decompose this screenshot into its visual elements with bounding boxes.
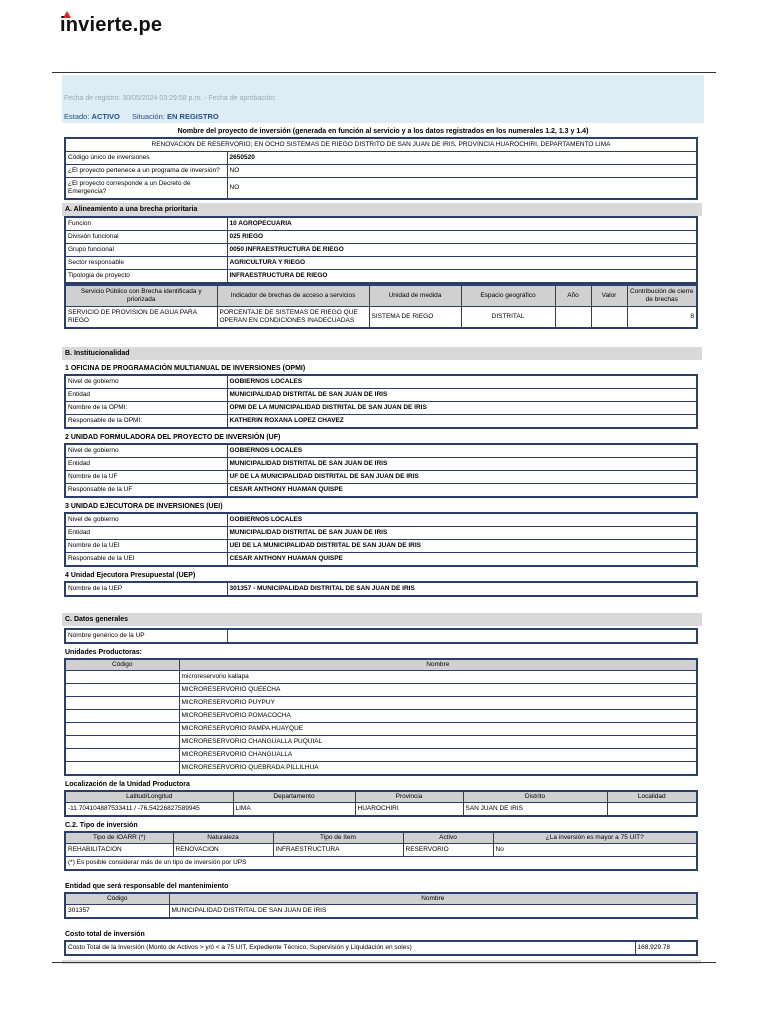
mantenimiento-title: Entidad que será responsable del mantenimiento bbox=[65, 883, 229, 890]
situation bbox=[132, 112, 219, 121]
column-header: Nombre bbox=[179, 659, 697, 671]
table-row bbox=[65, 375, 697, 389]
table-cell: MICRORESERVORIO PAMPA HUAYQUE bbox=[179, 723, 697, 736]
section-c-title: C. Datos generales bbox=[62, 613, 702, 626]
registration-date: Fecha de registro: 30/05/2024 03:29:58 p.m. - Fecha de aprobación: bbox=[64, 95, 277, 102]
row-label: Entidad bbox=[65, 527, 227, 540]
row-value: UEI DE LA MUNICIPALIDAD DISTRITAL DE SAN JUAN DE IRIS bbox=[227, 540, 697, 553]
table-cell bbox=[65, 710, 179, 723]
table-row bbox=[65, 415, 697, 429]
invierte-pe-logo bbox=[60, 14, 162, 37]
table-header-row bbox=[65, 832, 697, 844]
table-header-row bbox=[65, 791, 697, 803]
row-label: Nivel de gobierno bbox=[65, 375, 227, 389]
table-header-row bbox=[65, 285, 697, 307]
table-row bbox=[65, 178, 697, 200]
row-value: GOBIERNOS LOCALES bbox=[227, 513, 697, 527]
localizacion-table bbox=[64, 790, 698, 817]
table-cell: SISTEMA DE RIEGO bbox=[369, 307, 461, 329]
table-header-row bbox=[65, 659, 697, 671]
column-header: Distrito bbox=[463, 791, 607, 803]
row-value: OPMI DE LA MUNICIPALIDAD DISTRITAL DE SAN JUAN DE IRIS bbox=[227, 402, 697, 415]
row-label: Entidad bbox=[65, 389, 227, 402]
generic-up-table bbox=[64, 628, 698, 644]
row-label: Nombre de la OPMI: bbox=[65, 402, 227, 415]
table-row bbox=[65, 684, 697, 697]
table-header-row bbox=[65, 893, 697, 905]
status bbox=[64, 112, 120, 121]
table-cell: LIMA bbox=[233, 803, 355, 817]
row-value: 025 RIEGO bbox=[227, 231, 697, 244]
table-row bbox=[65, 905, 697, 919]
row-label: Sector responsable bbox=[65, 257, 227, 270]
table-cell bbox=[65, 762, 179, 776]
table-row bbox=[65, 389, 697, 402]
table-cell bbox=[65, 736, 179, 749]
table-row bbox=[65, 710, 697, 723]
column-header: Valor bbox=[591, 285, 627, 307]
table-row bbox=[65, 697, 697, 710]
row-label: Responsable de la UEI bbox=[65, 553, 227, 567]
row-value: GOBIERNOS LOCALES bbox=[227, 375, 697, 389]
column-header: Servicio Público con Brecha identificada y priorizada bbox=[65, 285, 217, 307]
table-cell: 301357 bbox=[65, 905, 169, 919]
row-label: Nombre de la UEP bbox=[65, 582, 227, 596]
uf-title: 2 UNIDAD FORMULADORA DEL PROYECTO DE INVERSIÓN (UF) bbox=[65, 434, 281, 441]
table-row bbox=[65, 803, 697, 817]
row-label: Nombre de la UF bbox=[65, 471, 227, 484]
table-row bbox=[65, 444, 697, 458]
uei-table bbox=[64, 512, 698, 567]
row-label: Código único de inversiones bbox=[65, 152, 227, 165]
row-label: Tipologia de proyecto bbox=[65, 270, 227, 284]
unidades-title: Unidades Productoras: bbox=[65, 649, 143, 656]
row-value: 2650520 bbox=[227, 152, 697, 165]
status-value: ACTIVO bbox=[91, 112, 120, 121]
table-cell bbox=[65, 671, 179, 684]
project-table bbox=[64, 137, 698, 200]
costo-table bbox=[64, 940, 698, 956]
table-cell: MICRORESERVORIO QUEBRADA PILLILHUA bbox=[179, 762, 697, 776]
logo-text: invierte.pe bbox=[60, 14, 163, 36]
column-header: Año bbox=[555, 285, 591, 307]
row-value: GOBIERNOS LOCALES bbox=[227, 444, 697, 458]
costo-value: 168,929.78 bbox=[635, 941, 697, 955]
row-value: 0050 INFRAESTRUCTURA DE RIEGO bbox=[227, 244, 697, 257]
section-a-title: A. Alineamiento a una brecha prioritaria bbox=[62, 203, 702, 216]
table-row bbox=[65, 941, 697, 955]
opmi-table bbox=[64, 374, 698, 429]
table-cell: REHABILITACION bbox=[65, 844, 173, 857]
table-cell bbox=[555, 307, 591, 329]
uep-table bbox=[64, 581, 698, 597]
status-band bbox=[62, 75, 704, 123]
uf-table bbox=[64, 443, 698, 498]
column-header: Localidad bbox=[607, 791, 697, 803]
column-header: Activo bbox=[403, 832, 493, 844]
table-row bbox=[65, 270, 697, 284]
table-row bbox=[65, 762, 697, 776]
row-value: 10 AGROPECUARIA bbox=[227, 217, 697, 231]
table-row bbox=[65, 257, 697, 270]
row-label: ¿El proyecto pertenece a un programa de inversión? bbox=[65, 165, 227, 178]
tipo-inversion-table bbox=[64, 831, 698, 871]
table-row bbox=[65, 723, 697, 736]
table-cell: DISTRITAL bbox=[461, 307, 555, 329]
table-row bbox=[65, 540, 697, 553]
row-value: 301357 - MUNICIPALIDAD DISTRITAL DE SAN JUAN DE IRIS bbox=[227, 582, 697, 596]
uei-title: 3 UNIDAD EJECUTORA DE INVERSIONES (UEI) bbox=[65, 503, 223, 510]
opmi-title: 1 OFICINA DE PROGRAMACIÓN MULTIANUAL DE INVERSIONES (OPMI) bbox=[65, 365, 306, 372]
costo-title: Costo total de inversión bbox=[65, 931, 145, 938]
table-cell bbox=[65, 749, 179, 762]
table-cell: RENOVACION bbox=[173, 844, 273, 857]
alignment-table bbox=[64, 216, 698, 284]
column-header: Tipo de IOARR (*) bbox=[65, 832, 173, 844]
row-label: Entidad bbox=[65, 458, 227, 471]
table-row bbox=[65, 402, 697, 415]
column-header: Naturaleza bbox=[173, 832, 273, 844]
table-row bbox=[65, 749, 697, 762]
row-value: MUNICIPALIDAD DISTRITAL DE SAN JUAN DE IRIS bbox=[227, 389, 697, 402]
row-label: Grupo funcional bbox=[65, 244, 227, 257]
row-value: KATHERIN ROXANA LOPEZ CHAVEZ bbox=[227, 415, 697, 429]
table-cell: SAN JUAN DE IRIS bbox=[463, 803, 607, 817]
table-row bbox=[65, 165, 697, 178]
table-cell: PORCENTAJE DE SISTEMAS DE RIEGO QUE OPERAN EN CONDICIONES INADECUADAS bbox=[217, 307, 369, 329]
table-cell bbox=[591, 307, 627, 329]
table-cell bbox=[65, 697, 179, 710]
row-label: Nombre de la UEI bbox=[65, 540, 227, 553]
row-value: UF DE LA MUNICIPALIDAD DISTRITAL DE SAN JUAN DE IRIS bbox=[227, 471, 697, 484]
column-header: Tipo de ítem bbox=[273, 832, 403, 844]
column-header: Código bbox=[65, 659, 179, 671]
column-header: Indicador de brechas de acceso a servicios bbox=[217, 285, 369, 307]
uep-title: 4 Unidad Ejecutora Presupuestal (UEP) bbox=[65, 572, 196, 579]
form-content bbox=[62, 75, 704, 951]
table-row bbox=[65, 527, 697, 540]
table-row bbox=[65, 458, 697, 471]
row-label: Responsable de la OPMI: bbox=[65, 415, 227, 429]
table-cell bbox=[607, 803, 697, 817]
footer-divider bbox=[52, 962, 716, 963]
table-row bbox=[65, 307, 697, 329]
row-value: NO bbox=[227, 165, 697, 178]
unidades-table bbox=[64, 658, 698, 776]
table-cell: INFRAESTRUCTURA bbox=[273, 844, 403, 857]
gap-table bbox=[64, 284, 698, 329]
tipo-inversion-title: C.2. Tipo de inversión bbox=[65, 822, 138, 829]
column-header: ¿La inversión es mayor a 75 UIT? bbox=[493, 832, 697, 844]
table-cell: SERVICIO DE PROVISION DE AGUA PARA RIEGO bbox=[65, 307, 217, 329]
column-header: Unidad de medida bbox=[369, 285, 461, 307]
column-header: Provincia bbox=[355, 791, 463, 803]
column-header: Código bbox=[65, 893, 169, 905]
table-row bbox=[65, 471, 697, 484]
situation-label: Situación: bbox=[132, 112, 165, 121]
row-value: NO bbox=[227, 178, 697, 200]
table-row bbox=[65, 629, 697, 643]
table-row bbox=[65, 553, 697, 567]
row-value: MUNICIPALIDAD DISTRITAL DE SAN JUAN DE IRIS bbox=[227, 527, 697, 540]
mantenimiento-table bbox=[64, 892, 698, 919]
table-cell: HUAROCHIRI bbox=[355, 803, 463, 817]
table-row bbox=[65, 857, 697, 871]
table-cell: microreservorio kallapa bbox=[179, 671, 697, 684]
tipo-note: (*) Es posible considerar más de un tipo de inversión por UPS bbox=[65, 857, 697, 871]
row-label: División funcional bbox=[65, 231, 227, 244]
row-value: MUNICIPALIDAD DISTRITAL DE SAN JUAN DE IRIS bbox=[227, 458, 697, 471]
column-header: Espacio geográfico bbox=[461, 285, 555, 307]
costo-label: Costo Total de la Inversión (Monto de Activos > y/ó < a 75 UIT, Expediente Técnico, Supervisión y Liquidación en soles) bbox=[65, 941, 635, 955]
table-cell: MICRORESERVORIO PUYPUY bbox=[179, 697, 697, 710]
row-value: INFRAESTRUCTURA DE RIEGO bbox=[227, 270, 697, 284]
table-cell: MUNICIPALIDAD DISTRITAL DE SAN JUAN DE IRIS bbox=[169, 905, 697, 919]
table-cell: MICRORESERVORIO CHANGUALLA PUQUIAL bbox=[179, 736, 697, 749]
table-row bbox=[65, 671, 697, 684]
table-row bbox=[65, 152, 697, 165]
table-row bbox=[65, 736, 697, 749]
row-value: CESAR ANTHONY HUAMAN QUISPE bbox=[227, 553, 697, 567]
row-label: ¿El proyecto corresponde a un Decreto de Emergencia? bbox=[65, 178, 227, 200]
status-label: Estado: bbox=[64, 112, 90, 121]
table-cell: -11.704104887533411 / -76.54226827589945 bbox=[65, 803, 233, 817]
localizacion-title: Localización de la Unidad Productora bbox=[65, 781, 190, 788]
logo-accent-icon bbox=[63, 11, 71, 18]
section-b-title: B. Institucionalidad bbox=[62, 347, 702, 360]
header-divider bbox=[52, 72, 716, 73]
table-row bbox=[65, 513, 697, 527]
table-row bbox=[65, 484, 697, 498]
table-cell: 8 bbox=[627, 307, 697, 329]
table-cell: MICRORESERVORIO CHANGUALLA bbox=[179, 749, 697, 762]
table-row bbox=[65, 217, 697, 231]
row-label: Responsable de la UF bbox=[65, 484, 227, 498]
table-cell bbox=[65, 684, 179, 697]
table-row bbox=[65, 244, 697, 257]
row-label: Funcion bbox=[65, 217, 227, 231]
column-header: Nombre bbox=[169, 893, 697, 905]
project-title-label: Nombre del proyecto de inversión (generada en función al servicio y a los datos registrados en los numerales 1.2, 1.3 y 1.4) bbox=[177, 128, 589, 135]
project-name: RENOVACION DE RESERVORIO; EN OCHO SISTEMAS DE RIEGO DISTRITO DE SAN JUAN DE IRIS, PROVINCIA HUAROCHIRI, DEPARTAMENTO LIMA bbox=[65, 138, 697, 152]
table-cell: MICRORESERVORIO POMACOCHA bbox=[179, 710, 697, 723]
column-header: Latitud/Longitud bbox=[65, 791, 233, 803]
table-cell: No bbox=[493, 844, 697, 857]
row-label: Nivel de gobierno bbox=[65, 444, 227, 458]
table-row bbox=[65, 582, 697, 596]
column-header: Contribución de cierre de brechas bbox=[627, 285, 697, 307]
table-cell: RESERVORIO bbox=[403, 844, 493, 857]
row-label: Nombre genérico de la UP bbox=[65, 629, 227, 643]
situation-value: EN REGISTRO bbox=[167, 112, 219, 121]
row-value: AGRICULTURA Y RIEGO bbox=[227, 257, 697, 270]
table-row bbox=[65, 231, 697, 244]
row-value: CESAR ANTHONY HUAMAN QUISPE bbox=[227, 484, 697, 498]
row-label: Nivel de gobierno bbox=[65, 513, 227, 527]
table-row bbox=[65, 844, 697, 857]
table-cell: MICRORESERVORIO QUEECHA bbox=[179, 684, 697, 697]
table-cell bbox=[65, 723, 179, 736]
row-value bbox=[227, 629, 697, 643]
column-header: Departamento bbox=[233, 791, 355, 803]
